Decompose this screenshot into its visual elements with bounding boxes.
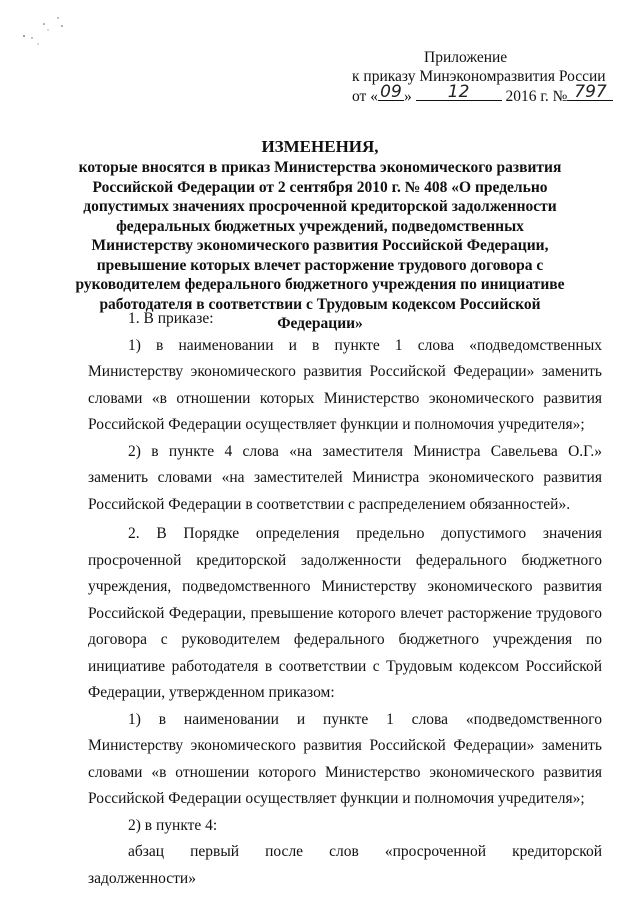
title-subtitle: которые вносятся в приказ Министерства экономического развития Российской Федерации от 2 сентября 2010 г. № 408 «О предельно допустимых значениях просроченной кредиторской задолженности федеральных бюджетных учреждений, подведомственных Министерству экономического развития Российской Федерации, превышение которых влечет расторжение трудового договора с руководителем федерального бюджетного учреждения по инициативе работодателя в соответствии с Трудовым кодексом Российской Федерации» (75, 159, 565, 332)
paragraph-5: 1) в наименовании и пункте 1 слова «подведомственного Министерству экономического развития Российской Федерации» заменить словами «в отношении которого Министерство экономического развития Российской Федерации осуществляет функции и полномочия учредителя»; (88, 710, 602, 807)
order-number-field (567, 82, 613, 102)
paragraph-4: 2. В Порядке определения предельно допустимого значения просроченной кредиторской задолженности федерального бюджетного учреждения, подведомственного Министерству экономического развития Российской Федерации, превышение которого влечет расторжение трудового договора с руководителем федерального бюджетного учреждения по инициативе работодателя в соответствии с Трудовым кодексом Российской Федерации, утвержденном приказом: (88, 525, 602, 701)
date-prefix: от « (352, 88, 378, 105)
appendix-order-ref: к приказу Минэкономразвития России (352, 68, 606, 85)
document-title (70, 136, 570, 334)
date-month-handwritten: 12 (447, 82, 470, 102)
title-heading: ИЗМЕНЕНИЯ, (261, 137, 379, 156)
scan-specks (18, 10, 78, 50)
date-day-field (378, 82, 404, 102)
document-body (88, 306, 602, 892)
appendix-title: Приложение (424, 49, 508, 66)
appendix-block (352, 48, 622, 106)
paragraph-1: 1. В приказе: (128, 310, 214, 327)
order-number-handwritten: 797 (574, 82, 607, 102)
appendix-date-line (352, 82, 622, 106)
date-day-handwritten: 09 (380, 82, 402, 102)
paragraph-2: 1) в наименовании и в пункте 1 слова «подведомственных Министерству экономического развития Российской Федерации» заменить словами «в отношении которых Министерство экономического развития Российской Федерации осуществляет функции и полномочия учредителя»; (88, 336, 602, 433)
date-month-field (416, 82, 502, 102)
paragraph-6: 2) в пункте 4: (128, 816, 218, 834)
date-mid: » (403, 88, 412, 105)
paragraph-3: 2) в пункте 4 слова «на заместителя Министра Савельева О.Г.» заменить словами «на заместителей Министра экономического развития Российской Федерации в соответствии с распределением обязанностей». (88, 442, 602, 513)
paragraph-7: абзац первый после слов «просроченной кредиторской задолженности» (88, 843, 602, 887)
date-year: 2016 г. № (505, 88, 568, 105)
